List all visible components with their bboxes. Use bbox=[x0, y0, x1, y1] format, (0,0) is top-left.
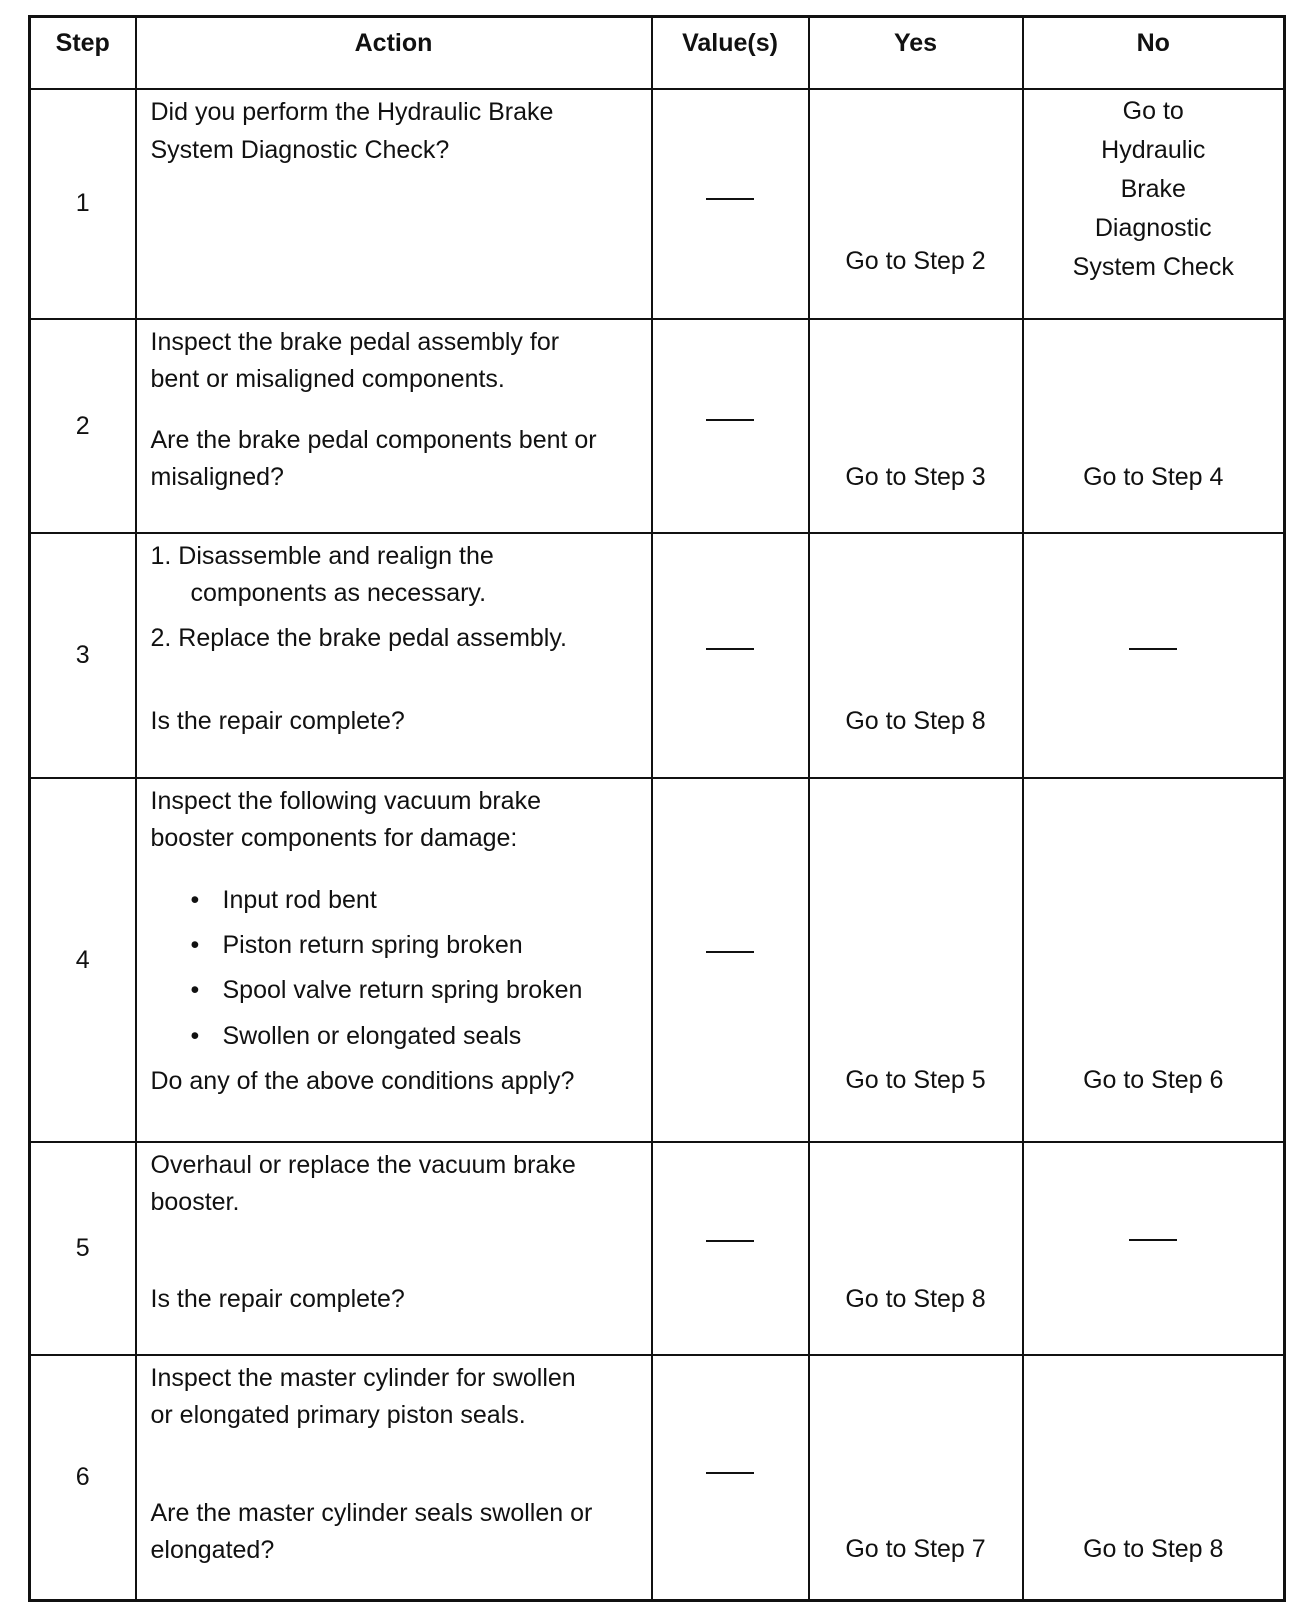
no-outcome-line: Brake bbox=[1120, 174, 1186, 203]
action-cell bbox=[136, 319, 652, 534]
table-row-step-2 bbox=[30, 319, 1285, 534]
action-text: elongated? bbox=[150, 1535, 275, 1564]
yes-outcome: Go to Step 8 bbox=[845, 707, 986, 736]
yes-cell bbox=[809, 1355, 1023, 1601]
no-cell bbox=[1023, 89, 1285, 319]
action-text: Inspect the master cylinder for swollen bbox=[150, 1363, 576, 1392]
action-text: System Diagnostic Check? bbox=[150, 135, 450, 164]
table-row-step-4 bbox=[30, 778, 1285, 1142]
values-cell bbox=[652, 319, 809, 534]
numbered-step-text: 2. Replace the brake pedal assembly. bbox=[150, 624, 567, 653]
header-step: Step bbox=[30, 17, 136, 89]
table-row-step-3 bbox=[30, 533, 1285, 778]
action-text: Inspect the brake pedal assembly for bbox=[150, 327, 560, 356]
action-question: Is the repair complete? bbox=[150, 1285, 405, 1314]
no-outcome bbox=[1024, 92, 1284, 287]
yes-outcome: Go to Step 8 bbox=[845, 1285, 986, 1314]
no-cell bbox=[1023, 1142, 1285, 1355]
no-outcome-line: Go to bbox=[1122, 96, 1184, 125]
header-row bbox=[30, 17, 1285, 89]
empty-value-dash bbox=[706, 951, 754, 953]
no-outcome: Go to Step 4 bbox=[1083, 462, 1224, 491]
action-text: bent or misaligned components. bbox=[150, 364, 505, 393]
yes-outcome: Go to Step 5 bbox=[845, 1066, 986, 1095]
yes-cell bbox=[809, 533, 1023, 778]
header-action: Action bbox=[136, 17, 652, 89]
empty-no-dash bbox=[1129, 648, 1177, 650]
table-row-step-6 bbox=[30, 1355, 1285, 1601]
empty-value-dash bbox=[706, 1240, 754, 1242]
action-cell bbox=[136, 1142, 652, 1355]
action-text: booster. bbox=[150, 1188, 240, 1217]
values-cell bbox=[652, 533, 809, 778]
bullet-item: Spool valve return spring broken bbox=[222, 976, 583, 1005]
action-text: booster components for damage: bbox=[150, 824, 518, 853]
no-outcome: Go to Step 6 bbox=[1083, 1066, 1224, 1095]
action-text: Overhaul or replace the vacuum brake bbox=[150, 1151, 576, 1180]
header-no: No bbox=[1023, 17, 1285, 89]
step-number: 1 bbox=[30, 89, 136, 319]
action-text: Are the master cylinder seals swollen or bbox=[150, 1498, 593, 1527]
empty-value-dash bbox=[706, 419, 754, 421]
header-values: Value(s) bbox=[652, 17, 809, 89]
table-row-step-5 bbox=[30, 1142, 1285, 1355]
numbered-step-text: components as necessary. bbox=[190, 579, 487, 608]
yes-cell bbox=[809, 1142, 1023, 1355]
empty-value-dash bbox=[706, 648, 754, 650]
step-number: 4 bbox=[30, 778, 136, 1142]
values-cell bbox=[652, 778, 809, 1142]
action-cell bbox=[136, 533, 652, 778]
no-cell bbox=[1023, 319, 1285, 534]
bullet-item: Input rod bent bbox=[222, 886, 377, 915]
action-cell bbox=[136, 89, 652, 319]
action-text: Did you perform the Hydraulic Brake bbox=[150, 97, 554, 126]
action-question: Is the repair complete? bbox=[150, 707, 405, 736]
action-cell bbox=[136, 778, 652, 1142]
yes-cell bbox=[809, 89, 1023, 319]
step-number: 5 bbox=[30, 1142, 136, 1355]
yes-outcome: Go to Step 3 bbox=[845, 462, 986, 491]
empty-value-dash bbox=[706, 198, 754, 200]
no-cell bbox=[1023, 1355, 1285, 1601]
action-text: Inspect the following vacuum brake bbox=[150, 787, 541, 816]
values-cell bbox=[652, 1142, 809, 1355]
no-outcome-line: Hydraulic bbox=[1101, 135, 1206, 164]
yes-cell bbox=[809, 778, 1023, 1142]
action-text: misaligned? bbox=[150, 462, 284, 491]
no-cell bbox=[1023, 778, 1285, 1142]
empty-value-dash bbox=[706, 1472, 754, 1474]
step-number: 2 bbox=[30, 319, 136, 534]
header-yes: Yes bbox=[809, 17, 1023, 89]
no-outcome: Go to Step 8 bbox=[1083, 1534, 1224, 1563]
bullet-icon: • bbox=[190, 976, 200, 1005]
no-cell bbox=[1023, 533, 1285, 778]
action-question: Do any of the above conditions apply? bbox=[150, 1067, 575, 1096]
values-cell bbox=[652, 89, 809, 319]
values-cell bbox=[652, 1355, 809, 1601]
yes-outcome: Go to Step 2 bbox=[845, 246, 986, 275]
yes-cell bbox=[809, 319, 1023, 534]
bullet-item: Piston return spring broken bbox=[222, 931, 523, 960]
step-number: 6 bbox=[30, 1355, 136, 1601]
bullet-item: Swollen or elongated seals bbox=[222, 1022, 522, 1051]
bullet-icon: • bbox=[190, 1022, 200, 1051]
bullet-icon: • bbox=[190, 886, 200, 915]
no-outcome-line: System Check bbox=[1072, 252, 1234, 281]
numbered-step-text: 1. Disassemble and realign the bbox=[150, 542, 494, 571]
yes-outcome: Go to Step 7 bbox=[845, 1534, 986, 1563]
table-row-step-1 bbox=[30, 89, 1285, 319]
step-number: 3 bbox=[30, 533, 136, 778]
action-text: or elongated primary piston seals. bbox=[150, 1400, 526, 1429]
diagnostic-table bbox=[28, 15, 1286, 1602]
empty-no-dash bbox=[1129, 1239, 1177, 1241]
bullet-icon: • bbox=[190, 931, 200, 960]
action-text: Are the brake pedal components bent or bbox=[150, 425, 597, 454]
action-cell bbox=[136, 1355, 652, 1601]
no-outcome-line: Diagnostic bbox=[1094, 213, 1212, 242]
